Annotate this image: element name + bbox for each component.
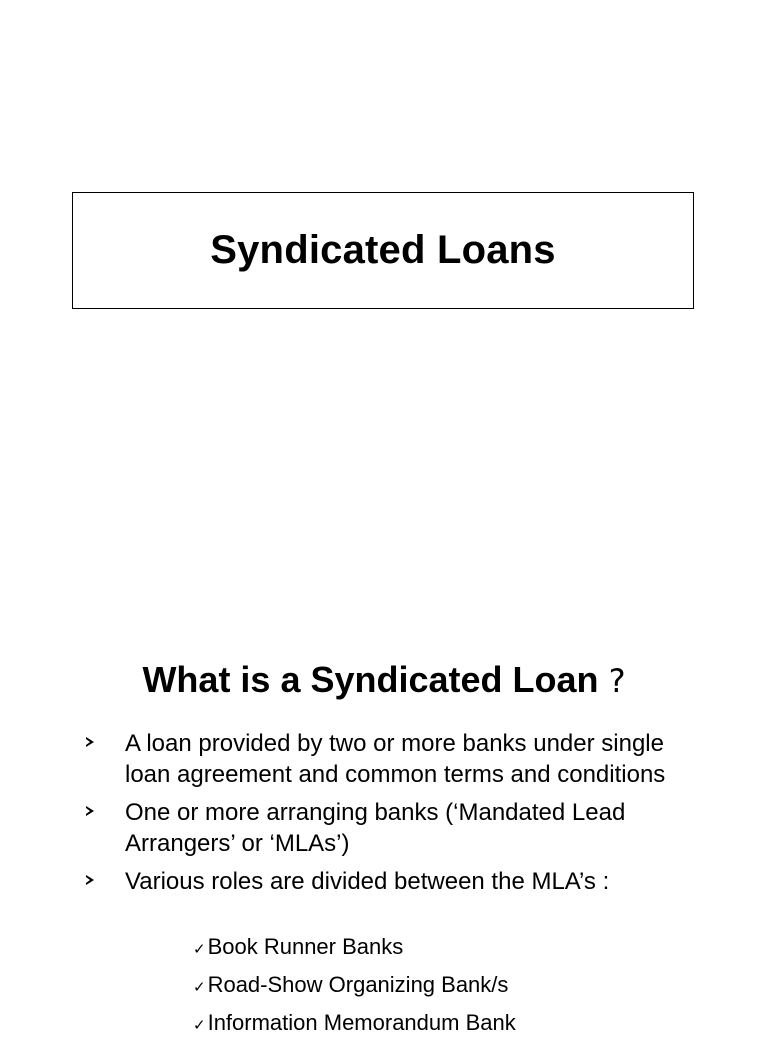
- content-slide: [0, 640, 768, 1035]
- bullet-text: A loan provided by two or more banks under single loan agreement and common terms and conditions: [125, 730, 666, 788]
- slide-title: Syndicated Loans: [210, 228, 556, 272]
- checkmark-icon: ✓: [193, 940, 206, 958]
- sub-item-text: Book Runner Banks: [207, 934, 404, 959]
- sub-item-text: Road-Show Organizing Bank/s: [207, 972, 509, 997]
- sub-list-item: [0, 1010, 768, 1038]
- checkmark-icon: ✓: [193, 1016, 206, 1034]
- sub-list-item: [0, 934, 768, 962]
- arrowhead-bullet-icon: [86, 875, 94, 885]
- sub-item-text: Information Memorandum Bank: [207, 1010, 516, 1035]
- sub-list: [0, 934, 768, 1048]
- arrowhead-bullet-icon: [86, 737, 94, 747]
- sub-list-item: [0, 972, 768, 1000]
- title-box: [72, 192, 694, 309]
- list-item: [0, 866, 768, 897]
- arrowhead-bullet-icon: [86, 806, 94, 816]
- heading-text: What is a Syndicated Loan: [142, 659, 599, 700]
- list-item: [0, 728, 768, 790]
- bullet-text: One or more arranging banks (‘Mandated Lead Arrangers’ or ‘MLAs’): [125, 799, 626, 857]
- heading-question-mark: ?: [608, 662, 626, 700]
- bullet-text: Various roles are divided between the MLA’s :: [125, 868, 610, 895]
- slide-heading: [0, 658, 768, 703]
- bullet-list: [0, 728, 768, 904]
- checkmark-icon: ✓: [193, 978, 206, 996]
- list-item: [0, 797, 768, 859]
